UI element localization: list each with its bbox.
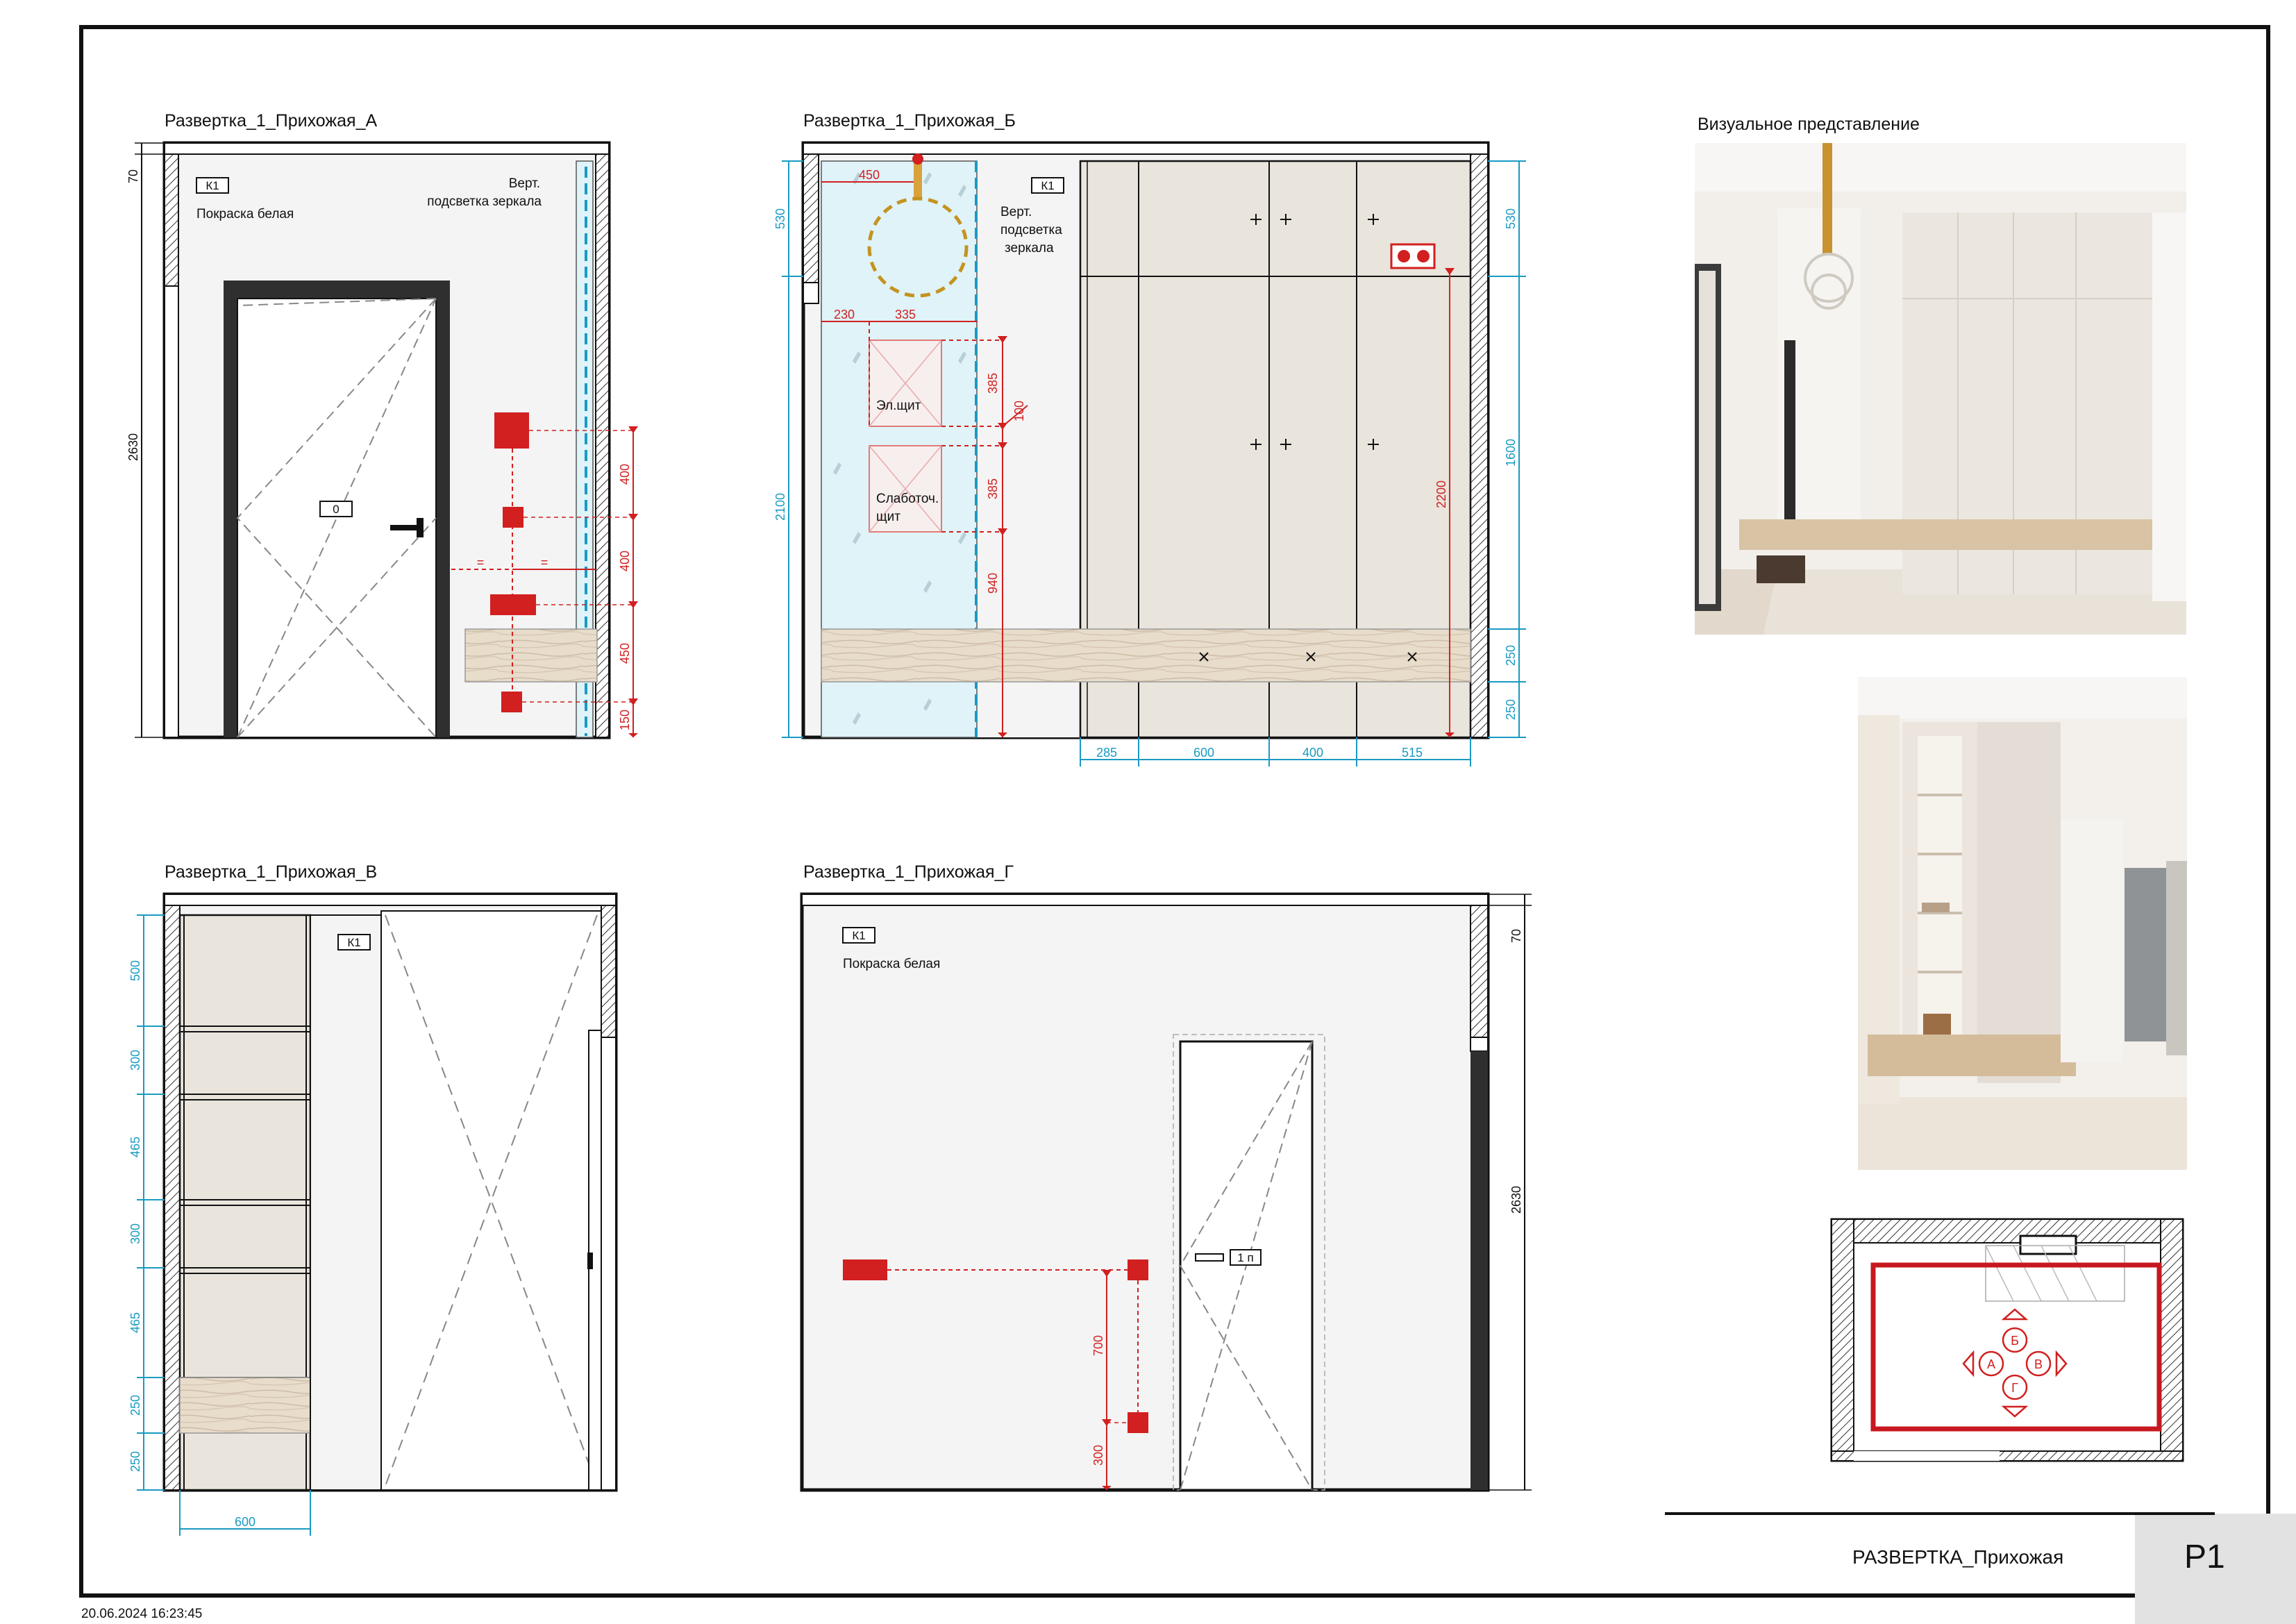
view-v-wall-panel [310, 915, 381, 1490]
panel-2-label-a: Слаботоч. [876, 492, 939, 506]
view-b-dim-bottom-4: 515 [1401, 746, 1423, 760]
view-b-red-3: 335 [894, 308, 916, 321]
view-a-dim-right-4: 150 [618, 709, 632, 731]
view-v-dim-2: 300 [128, 1049, 142, 1071]
view-v-dim-bottom: 600 [234, 1515, 256, 1529]
view-b-dim-right-2: 1600 [1504, 438, 1518, 467]
view-a-right-wall [596, 154, 609, 737]
door-leaf [237, 299, 436, 737]
view-g-finish-note: Покраска белая [843, 957, 941, 971]
eq-mark-1: = [476, 555, 485, 569]
view-a-dim-right-3: 450 [618, 642, 632, 664]
view-v-dim-3: 465 [128, 1136, 142, 1158]
view-v-dim-6: 250 [128, 1394, 142, 1416]
eq-mark-2: = [540, 555, 548, 569]
view-b-dim-bottom-1: 285 [1096, 746, 1118, 760]
view-g-room [802, 894, 1488, 1490]
plan-key [1832, 1219, 2183, 1461]
view-a-ceiling-strip [165, 143, 609, 154]
double-switch-icon [843, 1259, 887, 1280]
view-b-light-note-2: подсветка [1000, 223, 1062, 237]
view-g-red-2: 300 [1091, 1444, 1105, 1466]
stamp-title: РАЗВЕРТКА_Прихожая [1852, 1546, 2064, 1568]
view-g-ceiling-strip [802, 894, 1488, 905]
view-g-red-1: 700 [1091, 1334, 1105, 1357]
view-b-finish-code: К1 [1041, 179, 1055, 192]
view-b-red-5: 100 [1012, 400, 1026, 422]
low-socket-icon [1128, 1412, 1148, 1433]
view-b-dim-right-3: 250 [1504, 644, 1518, 667]
view-v-dim-4: 300 [128, 1223, 142, 1245]
view-v-opening [381, 911, 601, 1490]
render-2 [1858, 677, 2187, 1170]
view-g-right-jamb [1470, 1037, 1488, 1051]
view-g-title: Развертка_1_Прихожая_Г [803, 862, 1014, 882]
view-b-dim-right-4: 250 [1504, 698, 1518, 721]
print-date: 20.06.2024 16:23:45 [81, 1607, 203, 1621]
plan-label-b: Б [2011, 1334, 2019, 1348]
view-g-door-handle-icon [1196, 1254, 1223, 1261]
view-v-title: Развертка_1_Прихожая_В [165, 862, 378, 882]
sheet-number: P1 [2184, 1539, 2225, 1575]
view-v-finish-code: К1 [347, 936, 361, 949]
plan-label-a: А [1986, 1357, 1996, 1371]
view-a-title: Развертка_1_Прихожая_А [165, 111, 378, 131]
view-b-bench [821, 629, 1470, 682]
view-a-dim-left-1: 70 [126, 169, 140, 184]
plan-label-v: В [2034, 1357, 2043, 1371]
elevation-g [802, 862, 1532, 1490]
door-handle-plate [417, 518, 424, 537]
view-b-dim-bottom-3: 400 [1302, 746, 1324, 760]
view-v-dim-7: 250 [128, 1450, 142, 1473]
panel-2-label-b: щит [876, 510, 900, 524]
view-b-left-jamb [803, 283, 819, 303]
view-b-dim-right-1: 530 [1504, 208, 1518, 230]
view-g-dim-right-1: 70 [1509, 928, 1523, 944]
view-g-dim-right-2: 2630 [1509, 1185, 1523, 1214]
view-b-dim-bottom-2: 600 [1193, 746, 1215, 760]
elevation-v [128, 862, 616, 1536]
view-g-door-tag-text: 1 п [1237, 1251, 1254, 1264]
view-b-dim-left-2: 2100 [773, 492, 787, 521]
panel-1-label: Эл.щит [876, 399, 921, 413]
view-a-dim-right-2: 400 [618, 550, 632, 572]
view-v-right-wall [601, 905, 616, 1037]
view-a-left-jamb [165, 286, 178, 737]
view-g-right-frame [1470, 1051, 1488, 1490]
view-b-light-note-3: зеркала [1005, 241, 1054, 256]
view-a-light-note-1: Верт. [508, 176, 540, 191]
elevation-b [773, 111, 1526, 767]
view-g-finish-code: К1 [852, 929, 866, 942]
electrical-box-icon [494, 412, 529, 449]
view-a-dim-left-2: 2630 [126, 433, 140, 462]
view-a-left-wall [165, 154, 178, 286]
view-b-red-7: 940 [986, 572, 1000, 594]
view-b-red-1: 450 [858, 168, 880, 182]
cyan-dims-b-left [782, 161, 803, 737]
view-b-red-4: 385 [986, 372, 1000, 394]
plan-label-g: Г [2011, 1381, 2018, 1395]
view-v-dim-1: 500 [128, 960, 142, 982]
view-b-ceiling-strip [803, 143, 1488, 154]
view-g-right-wall [1470, 905, 1488, 1037]
view-a-finish-code: К1 [206, 179, 219, 192]
view-a-dim-right-1: 400 [618, 463, 632, 485]
view-a-bench [465, 629, 597, 682]
door-handle-v-icon [587, 1253, 593, 1269]
visual-title: Визуальное представление [1698, 115, 1920, 134]
view-b-left-wall [803, 154, 819, 283]
view-v-left-wall [165, 905, 180, 1490]
elevation-a [126, 111, 638, 737]
view-b-light-note-1: Верт. [1000, 205, 1032, 219]
view-a-light-note-2: подсветка зеркала [427, 194, 542, 209]
view-b-dim-left-1: 530 [773, 208, 787, 230]
switch-icon [1128, 1259, 1148, 1280]
view-b-red-8: 2200 [1434, 480, 1448, 509]
view-a-door-tag-text: 0 [333, 503, 340, 516]
view-b-title: Развертка_1_Прихожая_Б [803, 111, 1016, 131]
shelving-bench [180, 1378, 310, 1433]
view-v-right-jamb [601, 1037, 616, 1490]
view-b-right-wall [1470, 154, 1488, 737]
view-v-ceiling-strip [165, 894, 616, 905]
view-v-dim-5: 465 [128, 1312, 142, 1334]
render-1 [1695, 143, 2186, 635]
view-a-finish-note: Покраска белая [196, 207, 294, 221]
view-b-red-6: 385 [986, 478, 1000, 500]
view-b-red-2: 230 [833, 308, 855, 321]
